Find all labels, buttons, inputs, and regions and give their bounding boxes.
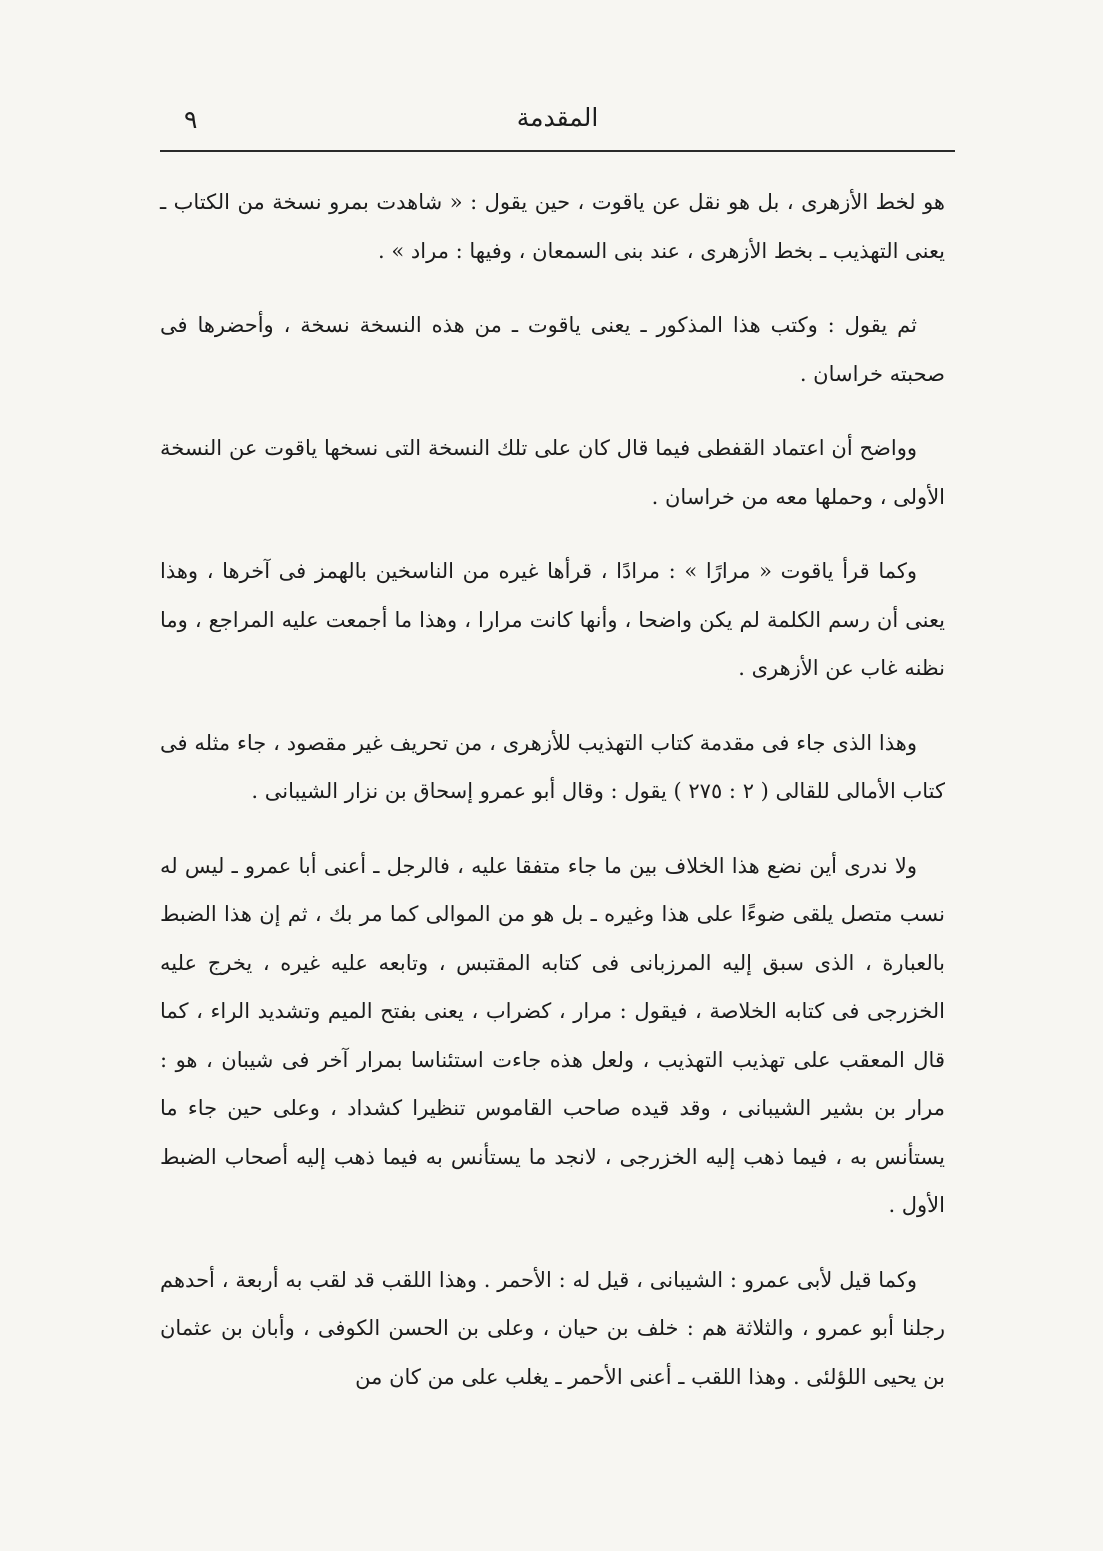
paragraph: وكما قرأ ياقوت « مرارًا » : مرادًا ، قرأها غيره من الناسخين بالهمز فى آخرها ، وهذا يعنى أن رسم الكلمة لم يكن واضحا ، وأنها كانت مرارا ، وهذا ما أجمعت عليه المراجع ، وما نظنه غاب عن الأزهرى . (160, 559, 945, 680)
paragraph: وكما قيل لأبى عمرو : الشيبانى ، قيل له : الأحمر . وهذا اللقب قد لقب به أربعة ، أحدهم رجلنا أبو عمرو ، والثلاثة هم : خلف بن حيان ، وعلى بن الحسن الكوفى ، وأبان بن عثمان بن يحيى اللؤلئى . وهذا اللقب ـ أعنى الأحمر ـ يغلب على من كان من (160, 1267, 945, 1389)
paragraph: وهذا الذى جاء فى مقدمة كتاب التهذيب للأزهرى ، من تحريف غير مقصود ، جاء مثله فى كتاب الأمالى للقالى ( ٢ : ٢٧٥ ) يقول : وقال أبو عمرو إسحاق بن نزار الشيبانى . (160, 730, 945, 803)
paragraph: وواضح أن اعتماد القفطى فيما قال كان على تلك النسخة التى نسخها ياقوت عن النسخة الأولى ، وحملها معه من خراسان . (160, 436, 945, 509)
running-title: المقدمة (516, 103, 599, 132)
paragraph: ولا ندرى أين نضع هذا الخلاف بين ما جاء متفقا عليه ، فالرجل ـ أعنى أبا عمرو ـ ليس له نسب متصل يلقى ضوءًا على هذا وغيره ـ بل هو من الموالى كما مر بك ، ثم إن هذا الضبط بالعبارة ، الذى سبق إليه المرزبانى فى كتابه المقتبس ، وتابعه عليه غيره ، يخرج عليه الخزرجى فى كتابه الخلاصة ، فيقول : مرار ، كضراب ، يعنى بفتح الميم وتشديد الراء ، كما قال المعقب على تهذيب التهذيب ، ولعل هذه جاءت استئناسا بمرار آخر فى شيبان ، هو : مرار بن بشير الشيبانى ، وقد قيده صاحب القاموس تنظيرا كشداد ، وعلى حين جاء ما يستأنس به ، فيما ذهب إليه الخزرجى ، لانجد ما يستأنس به فيما ذهب إليه أصحاب الضبط الأول . (160, 853, 945, 1217)
page-number: ٩ (184, 105, 198, 134)
page-body (160, 178, 945, 1468)
page-header (160, 92, 955, 152)
paragraph: هو لخط الأزهرى ، بل هو نقل عن ياقوت ، حين يقول : « شاهدت بمرو نسخة من الكتاب ـ يعنى التهذيب ـ بخط الأزهرى ، عند بنى السمعان ، وفيها : مراد » . (160, 190, 945, 263)
paragraph: ثم يقول : وكتب هذا المذكور ـ يعنى ياقوت ـ من هذه النسخة نسخة ، وأحضرها فى صحبته خراسان . (160, 313, 945, 386)
